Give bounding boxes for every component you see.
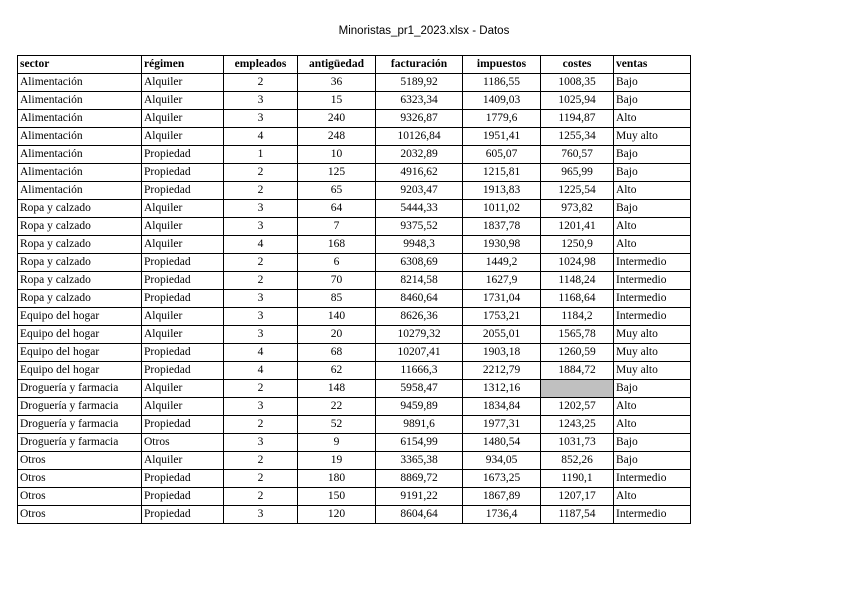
cell-impuestos[interactable]: 1867,89: [463, 488, 541, 506]
cell-regimen[interactable]: Alquiler: [142, 74, 224, 92]
cell-costes[interactable]: 1260,59: [541, 344, 614, 362]
cell-facturacion[interactable]: 6323,34: [376, 92, 463, 110]
cell-regimen[interactable]: Alquiler: [142, 308, 224, 326]
cell-costes[interactable]: 1201,41: [541, 218, 614, 236]
table-row: [18, 236, 691, 254]
cell-regimen[interactable]: Propiedad: [142, 506, 224, 524]
cell-empleados[interactable]: 3: [224, 308, 298, 326]
cell-impuestos[interactable]: 1186,55: [463, 74, 541, 92]
cell-ventas[interactable]: Alto: [614, 398, 691, 416]
cell-costes[interactable]: 1190,1: [541, 470, 614, 488]
cell-sector[interactable]: Alimentación: [18, 164, 142, 182]
cell-antiguedad[interactable]: 120: [298, 506, 376, 524]
cell-costes[interactable]: 852,26: [541, 452, 614, 470]
cell-facturacion[interactable]: 9203,47: [376, 182, 463, 200]
cell-ventas[interactable]: Bajo: [614, 146, 691, 164]
header-antiguedad[interactable]: antigüedad: [298, 56, 376, 74]
cell-sector[interactable]: Equipo del hogar: [18, 362, 142, 380]
cell-regimen[interactable]: Alquiler: [142, 110, 224, 128]
table-row: [18, 92, 691, 110]
cell-regimen[interactable]: Alquiler: [142, 398, 224, 416]
cell-empleados[interactable]: 3: [224, 506, 298, 524]
cell-regimen[interactable]: Alquiler: [142, 326, 224, 344]
cell-antiguedad[interactable]: 52: [298, 416, 376, 434]
cell-costes[interactable]: 1225,54: [541, 182, 614, 200]
cell-antiguedad[interactable]: 70: [298, 272, 376, 290]
table-row: [18, 146, 691, 164]
cell-facturacion[interactable]: 11666,3: [376, 362, 463, 380]
cell-empleados[interactable]: 1: [224, 146, 298, 164]
cell-empleados[interactable]: 3: [224, 326, 298, 344]
cell-impuestos[interactable]: 1977,31: [463, 416, 541, 434]
cell-regimen[interactable]: Alquiler: [142, 380, 224, 398]
cell-regimen[interactable]: Propiedad: [142, 182, 224, 200]
cell-impuestos[interactable]: 1753,21: [463, 308, 541, 326]
cell-ventas[interactable]: Muy alto: [614, 344, 691, 362]
cell-antiguedad[interactable]: 64: [298, 200, 376, 218]
cell-antiguedad[interactable]: 68: [298, 344, 376, 362]
cell-impuestos[interactable]: 605,07: [463, 146, 541, 164]
cell-impuestos[interactable]: 1673,25: [463, 470, 541, 488]
table-body: [18, 74, 691, 524]
table-row: [18, 452, 691, 470]
cell-facturacion[interactable]: 2032,89: [376, 146, 463, 164]
cell-costes[interactable]: [541, 380, 614, 398]
header-regimen[interactable]: régimen: [142, 56, 224, 74]
cell-ventas[interactable]: Bajo: [614, 74, 691, 92]
cell-facturacion[interactable]: 9948,3: [376, 236, 463, 254]
cell-sector[interactable]: Alimentación: [18, 128, 142, 146]
cell-facturacion[interactable]: 9375,52: [376, 218, 463, 236]
cell-impuestos[interactable]: 1312,16: [463, 380, 541, 398]
cell-antiguedad[interactable]: 6: [298, 254, 376, 272]
cell-empleados[interactable]: 2: [224, 452, 298, 470]
cell-empleados[interactable]: 4: [224, 128, 298, 146]
cell-antiguedad[interactable]: 15: [298, 92, 376, 110]
cell-antiguedad[interactable]: 248: [298, 128, 376, 146]
cell-regimen[interactable]: Propiedad: [142, 362, 224, 380]
cell-ventas[interactable]: Bajo: [614, 92, 691, 110]
cell-ventas[interactable]: Intermedio: [614, 470, 691, 488]
cell-impuestos[interactable]: 1627,9: [463, 272, 541, 290]
cell-empleados[interactable]: 2: [224, 182, 298, 200]
cell-antiguedad[interactable]: 125: [298, 164, 376, 182]
header-empleados[interactable]: empleados: [224, 56, 298, 74]
cell-sector[interactable]: Alimentación: [18, 74, 142, 92]
data-table: [17, 55, 691, 524]
cell-costes[interactable]: 965,99: [541, 164, 614, 182]
cell-regimen[interactable]: Alquiler: [142, 92, 224, 110]
cell-facturacion[interactable]: 9891,6: [376, 416, 463, 434]
cell-antiguedad[interactable]: 7: [298, 218, 376, 236]
table-row: [18, 344, 691, 362]
cell-regimen[interactable]: Alquiler: [142, 452, 224, 470]
table-row: [18, 398, 691, 416]
cell-ventas[interactable]: Bajo: [614, 380, 691, 398]
cell-sector[interactable]: Alimentación: [18, 92, 142, 110]
cell-sector[interactable]: Ropa y calzado: [18, 254, 142, 272]
cell-costes[interactable]: 1207,17: [541, 488, 614, 506]
cell-impuestos[interactable]: 2055,01: [463, 326, 541, 344]
cell-facturacion[interactable]: 8604,64: [376, 506, 463, 524]
cell-antiguedad[interactable]: 148: [298, 380, 376, 398]
cell-facturacion[interactable]: 5444,33: [376, 200, 463, 218]
cell-facturacion[interactable]: 8460,64: [376, 290, 463, 308]
header-row: [18, 56, 691, 74]
cell-empleados[interactable]: 3: [224, 200, 298, 218]
cell-ventas[interactable]: Intermedio: [614, 506, 691, 524]
table-row: [18, 470, 691, 488]
cell-ventas[interactable]: Bajo: [614, 200, 691, 218]
cell-facturacion[interactable]: 5189,92: [376, 74, 463, 92]
cell-sector[interactable]: Alimentación: [18, 146, 142, 164]
cell-costes[interactable]: 1168,64: [541, 290, 614, 308]
cell-sector[interactable]: Equipo del hogar: [18, 344, 142, 362]
cell-costes[interactable]: 760,57: [541, 146, 614, 164]
cell-antiguedad[interactable]: 62: [298, 362, 376, 380]
cell-ventas[interactable]: Alto: [614, 236, 691, 254]
cell-regimen[interactable]: Propiedad: [142, 254, 224, 272]
cell-facturacion[interactable]: 3365,38: [376, 452, 463, 470]
table-row: [18, 254, 691, 272]
cell-empleados[interactable]: 2: [224, 488, 298, 506]
header-sector[interactable]: sector: [18, 56, 142, 74]
cell-regimen[interactable]: Otros: [142, 434, 224, 452]
table-row: [18, 506, 691, 524]
cell-sector[interactable]: Ropa y calzado: [18, 218, 142, 236]
cell-impuestos[interactable]: 1011,02: [463, 200, 541, 218]
cell-impuestos[interactable]: 934,05: [463, 452, 541, 470]
cell-facturacion[interactable]: 8214,58: [376, 272, 463, 290]
cell-costes[interactable]: 1243,25: [541, 416, 614, 434]
cell-empleados[interactable]: 2: [224, 470, 298, 488]
cell-ventas[interactable]: Intermedio: [614, 290, 691, 308]
cell-regimen[interactable]: Alquiler: [142, 236, 224, 254]
cell-antiguedad[interactable]: 240: [298, 110, 376, 128]
cell-costes[interactable]: 1031,73: [541, 434, 614, 452]
cell-costes[interactable]: 1187,54: [541, 506, 614, 524]
cell-ventas[interactable]: Bajo: [614, 434, 691, 452]
header-facturacion[interactable]: facturación: [376, 56, 463, 74]
cell-sector[interactable]: Otros: [18, 470, 142, 488]
cell-empleados[interactable]: 3: [224, 92, 298, 110]
cell-sector[interactable]: Ropa y calzado: [18, 290, 142, 308]
cell-impuestos[interactable]: 1913,83: [463, 182, 541, 200]
cell-facturacion[interactable]: 9191,22: [376, 488, 463, 506]
cell-sector[interactable]: Otros: [18, 452, 142, 470]
cell-ventas[interactable]: Alto: [614, 416, 691, 434]
cell-antiguedad[interactable]: 22: [298, 398, 376, 416]
cell-empleados[interactable]: 2: [224, 254, 298, 272]
cell-costes[interactable]: 1024,98: [541, 254, 614, 272]
cell-antiguedad[interactable]: 19: [298, 452, 376, 470]
cell-costes[interactable]: 1250,9: [541, 236, 614, 254]
cell-costes[interactable]: 1194,87: [541, 110, 614, 128]
table-row: [18, 272, 691, 290]
cell-impuestos[interactable]: 1736,4: [463, 506, 541, 524]
cell-regimen[interactable]: Propiedad: [142, 416, 224, 434]
cell-ventas[interactable]: Muy alto: [614, 326, 691, 344]
cell-impuestos[interactable]: 1834,84: [463, 398, 541, 416]
cell-facturacion[interactable]: 6308,69: [376, 254, 463, 272]
table-row: [18, 326, 691, 344]
table-row: [18, 290, 691, 308]
cell-ventas[interactable]: Bajo: [614, 164, 691, 182]
table-row: [18, 218, 691, 236]
cell-sector[interactable]: Alimentación: [18, 110, 142, 128]
cell-empleados[interactable]: 3: [224, 218, 298, 236]
cell-sector[interactable]: Ropa y calzado: [18, 200, 142, 218]
cell-antiguedad[interactable]: 140: [298, 308, 376, 326]
cell-empleados[interactable]: 3: [224, 434, 298, 452]
cell-costes[interactable]: 1184,2: [541, 308, 614, 326]
cell-antiguedad[interactable]: 150: [298, 488, 376, 506]
cell-facturacion[interactable]: 4916,62: [376, 164, 463, 182]
cell-impuestos[interactable]: 1449,2: [463, 254, 541, 272]
cell-costes[interactable]: 973,82: [541, 200, 614, 218]
header-costes[interactable]: costes: [541, 56, 614, 74]
cell-antiguedad[interactable]: 168: [298, 236, 376, 254]
cell-sector[interactable]: Otros: [18, 488, 142, 506]
cell-impuestos[interactable]: 1837,78: [463, 218, 541, 236]
cell-ventas[interactable]: Intermedio: [614, 308, 691, 326]
cell-facturacion[interactable]: 6154,99: [376, 434, 463, 452]
cell-costes[interactable]: 1255,34: [541, 128, 614, 146]
cell-facturacion[interactable]: 5958,47: [376, 380, 463, 398]
cell-sector[interactable]: Ropa y calzado: [18, 272, 142, 290]
cell-regimen[interactable]: Alquiler: [142, 218, 224, 236]
cell-impuestos[interactable]: 1480,54: [463, 434, 541, 452]
cell-antiguedad[interactable]: 85: [298, 290, 376, 308]
cell-sector[interactable]: Equipo del hogar: [18, 326, 142, 344]
cell-empleados[interactable]: 2: [224, 74, 298, 92]
cell-ventas[interactable]: Intermedio: [614, 272, 691, 290]
cell-regimen[interactable]: Propiedad: [142, 470, 224, 488]
cell-costes[interactable]: 1008,35: [541, 74, 614, 92]
cell-sector[interactable]: Droguería y farmacia: [18, 398, 142, 416]
cell-empleados[interactable]: 4: [224, 344, 298, 362]
table-row: [18, 182, 691, 200]
cell-facturacion[interactable]: 9459,89: [376, 398, 463, 416]
cell-empleados[interactable]: 2: [224, 272, 298, 290]
cell-regimen[interactable]: Propiedad: [142, 164, 224, 182]
cell-regimen[interactable]: Propiedad: [142, 344, 224, 362]
table-row: [18, 380, 691, 398]
cell-ventas[interactable]: Bajo: [614, 452, 691, 470]
header-ventas[interactable]: ventas: [614, 56, 691, 74]
table-row: [18, 362, 691, 380]
cell-impuestos[interactable]: 1903,18: [463, 344, 541, 362]
cell-sector[interactable]: Droguería y farmacia: [18, 434, 142, 452]
cell-ventas[interactable]: Alto: [614, 488, 691, 506]
cell-empleados[interactable]: 3: [224, 398, 298, 416]
cell-costes[interactable]: 1202,57: [541, 398, 614, 416]
cell-sector[interactable]: Droguería y farmacia: [18, 416, 142, 434]
cell-empleados[interactable]: 2: [224, 416, 298, 434]
cell-sector[interactable]: Otros: [18, 506, 142, 524]
cell-antiguedad[interactable]: 36: [298, 74, 376, 92]
cell-ventas[interactable]: Intermedio: [614, 254, 691, 272]
cell-ventas[interactable]: Alto: [614, 182, 691, 200]
cell-costes[interactable]: 1565,78: [541, 326, 614, 344]
cell-ventas[interactable]: Alto: [614, 110, 691, 128]
table-row: [18, 434, 691, 452]
table-row: [18, 110, 691, 128]
page-title: Minoristas_pr1_2023.xlsx - Datos: [338, 25, 510, 37]
cell-regimen[interactable]: Propiedad: [142, 290, 224, 308]
cell-ventas[interactable]: Muy alto: [614, 362, 691, 380]
cell-antiguedad[interactable]: 9: [298, 434, 376, 452]
cell-impuestos[interactable]: 1731,04: [463, 290, 541, 308]
cell-empleados[interactable]: 3: [224, 110, 298, 128]
cell-regimen[interactable]: Propiedad: [142, 488, 224, 506]
cell-antiguedad[interactable]: 20: [298, 326, 376, 344]
cell-sector[interactable]: Alimentación: [18, 182, 142, 200]
cell-facturacion[interactable]: 8626,36: [376, 308, 463, 326]
cell-facturacion[interactable]: 10207,41: [376, 344, 463, 362]
cell-regimen[interactable]: Alquiler: [142, 200, 224, 218]
cell-empleados[interactable]: 2: [224, 164, 298, 182]
cell-antiguedad[interactable]: 180: [298, 470, 376, 488]
cell-impuestos[interactable]: 1779,6: [463, 110, 541, 128]
cell-facturacion[interactable]: 10126,84: [376, 128, 463, 146]
cell-regimen[interactable]: Propiedad: [142, 146, 224, 164]
cell-facturacion[interactable]: 10279,32: [376, 326, 463, 344]
cell-sector[interactable]: Equipo del hogar: [18, 308, 142, 326]
cell-impuestos[interactable]: 2212,79: [463, 362, 541, 380]
table-row: [18, 74, 691, 92]
table-row: [18, 488, 691, 506]
cell-impuestos[interactable]: 1951,41: [463, 128, 541, 146]
cell-empleados[interactable]: 4: [224, 236, 298, 254]
cell-antiguedad[interactable]: 10: [298, 146, 376, 164]
cell-ventas[interactable]: Muy alto: [614, 128, 691, 146]
cell-costes[interactable]: 1148,24: [541, 272, 614, 290]
cell-impuestos[interactable]: 1409,03: [463, 92, 541, 110]
table-row: [18, 128, 691, 146]
table-row: [18, 416, 691, 434]
cell-impuestos[interactable]: 1215,81: [463, 164, 541, 182]
cell-facturacion[interactable]: 8869,72: [376, 470, 463, 488]
cell-regimen[interactable]: Propiedad: [142, 272, 224, 290]
cell-ventas[interactable]: Alto: [614, 218, 691, 236]
cell-empleados[interactable]: 2: [224, 380, 298, 398]
cell-empleados[interactable]: 4: [224, 362, 298, 380]
cell-costes[interactable]: 1884,72: [541, 362, 614, 380]
table-row: [18, 164, 691, 182]
cell-regimen[interactable]: Alquiler: [142, 128, 224, 146]
table-row: [18, 308, 691, 326]
cell-antiguedad[interactable]: 65: [298, 182, 376, 200]
table-row: [18, 200, 691, 218]
cell-impuestos[interactable]: 1930,98: [463, 236, 541, 254]
cell-costes[interactable]: 1025,94: [541, 92, 614, 110]
header-impuestos[interactable]: impuestos: [463, 56, 541, 74]
cell-empleados[interactable]: 3: [224, 290, 298, 308]
cell-sector[interactable]: Droguería y farmacia: [18, 380, 142, 398]
cell-sector[interactable]: Ropa y calzado: [18, 236, 142, 254]
cell-facturacion[interactable]: 9326,87: [376, 110, 463, 128]
